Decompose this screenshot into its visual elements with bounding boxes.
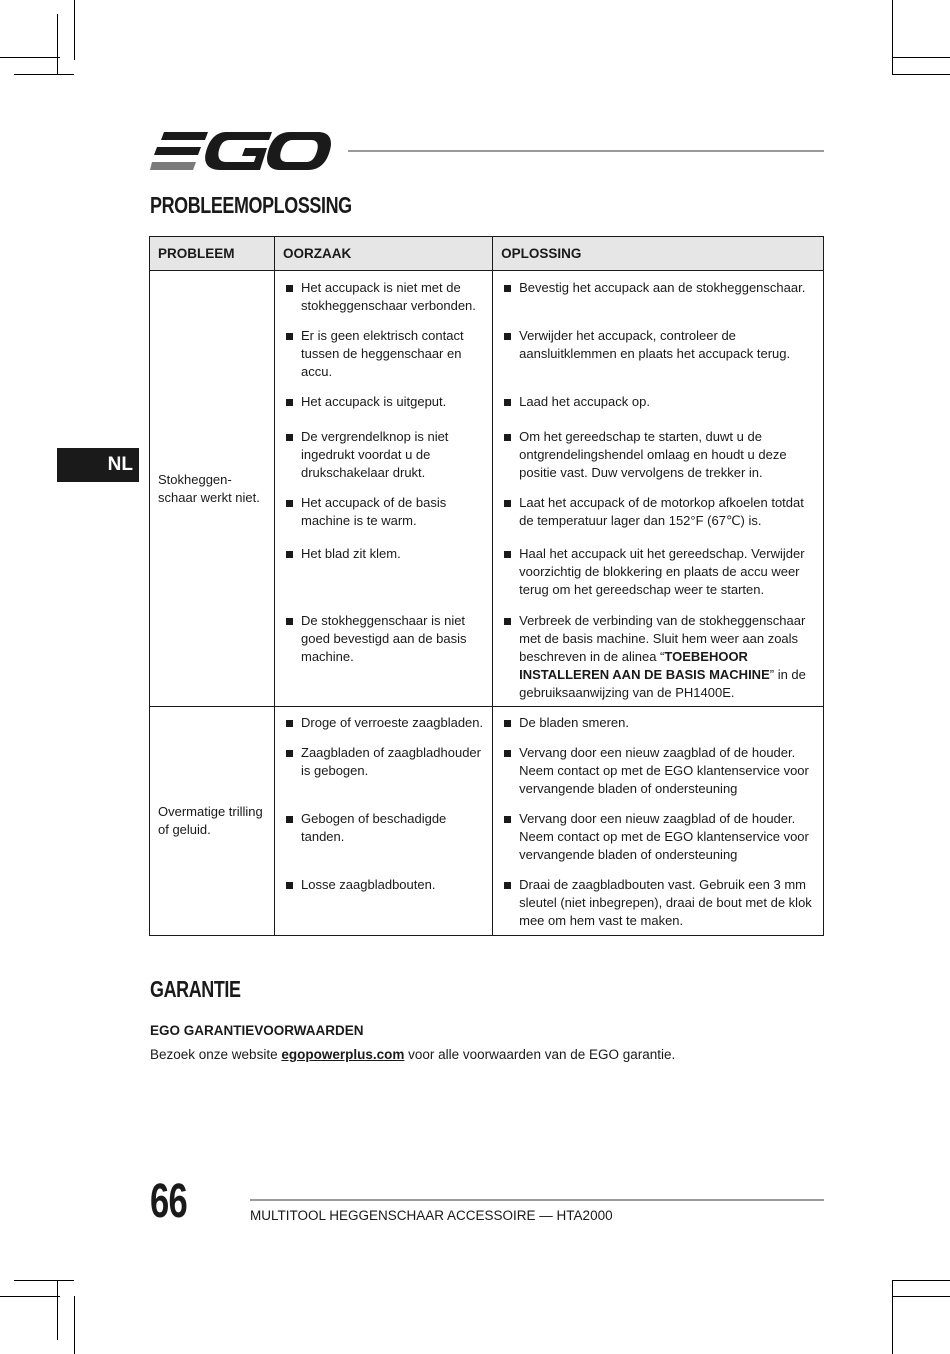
list-item: Droge of verroeste zaagbladen. — [275, 714, 492, 744]
bullet-icon — [286, 500, 293, 507]
cause-cell — [275, 271, 493, 707]
bullet-icon — [286, 434, 293, 441]
warranty-text: Bezoek onze website egopowerplus.com voor alle voorwaarden van de EGO garantie. — [150, 1047, 676, 1062]
troubleshooting-table — [149, 236, 824, 936]
bullet-icon — [286, 816, 293, 823]
list-item: Het blad zit klem. — [275, 545, 492, 612]
crop-mark — [892, 1280, 893, 1354]
crop-mark — [892, 57, 950, 58]
warranty-title: GARANTIE — [150, 976, 241, 1002]
website-link[interactable]: egopowerplus.com — [281, 1047, 405, 1062]
list-item: Laat het accupack of de motorkop afkoelen totdat de temperatuur lager dan 152°F (67℃) is. — [493, 494, 823, 545]
header-problem: PROBLEEM — [150, 237, 275, 271]
list-item: Draai de zaagbladbouten vast. Gebruik een 3 mm sleutel (niet inbegrepen), draai de bout met de klok mee om hem vast te maken. — [493, 876, 823, 934]
crop-mark — [0, 57, 60, 58]
crop-mark — [892, 0, 893, 74]
problem-text: Overmatige trilling of geluid. — [158, 804, 263, 837]
table-row — [150, 271, 824, 707]
bullet-icon — [504, 285, 511, 292]
bullet-icon — [504, 720, 511, 727]
crop-mark — [74, 0, 75, 60]
list-item: Laad het accupack op. — [493, 393, 823, 428]
problem-cell — [150, 707, 275, 936]
bullet-icon — [504, 882, 511, 889]
header-solution: OPLOSSING — [493, 237, 824, 271]
crop-mark — [14, 74, 74, 75]
crop-mark — [892, 1280, 950, 1281]
crop-mark — [74, 1296, 75, 1354]
bullet-icon — [286, 618, 293, 625]
crop-mark — [14, 1280, 74, 1281]
bullet-icon — [504, 816, 511, 823]
list-item: Vervang door een nieuw zaagblad of de houder. Neem contact op met de EGO klantenservice voor vervangende bladen of ondersteuning — [493, 744, 823, 810]
table-row — [150, 707, 824, 936]
list-item: De bladen smeren. — [493, 714, 823, 744]
bullet-icon — [504, 551, 511, 558]
crop-mark — [892, 74, 950, 75]
bullet-icon — [286, 750, 293, 757]
list-item: Er is geen elektrisch contact tussen de heggenschaar en accu. — [275, 327, 492, 393]
bullet-icon — [504, 434, 511, 441]
list-item — [493, 612, 823, 702]
solution-cell — [493, 707, 824, 936]
list-item: Het accupack of de basis machine is te warm. — [275, 494, 492, 545]
bullet-icon — [286, 882, 293, 889]
bullet-icon — [286, 720, 293, 727]
bullet-icon — [286, 285, 293, 292]
list-item: Vervang door een nieuw zaagblad of de houder. Neem contact op met de EGO klantenservice voor vervangende bladen of ondersteuning — [493, 810, 823, 876]
bullet-icon — [504, 500, 511, 507]
page-number: 66 — [150, 1175, 188, 1228]
bullet-icon — [504, 750, 511, 757]
list-item: Verwijder het accupack, controleer de aansluitklemmen en plaats het accupack terug. — [493, 327, 823, 393]
list-item: Om het gereedschap te starten, duwt u de ontgrendelingshendel omlaag en houdt u deze positie vast. Duw vervolgens de trekker in. — [493, 428, 823, 494]
bullet-icon — [504, 618, 511, 625]
crop-mark — [57, 1280, 58, 1340]
bullet-icon — [504, 333, 511, 340]
crop-mark — [57, 14, 58, 74]
problem-text: Stokheggen- schaar werkt niet. — [158, 471, 260, 505]
list-item: Het accupack is niet met de stokheggenschaar verbonden. — [275, 279, 492, 327]
warranty-subtitle: EGO GARANTIEVOORWAARDEN — [150, 1023, 364, 1038]
header-cause: OORZAAK — [275, 237, 493, 271]
list-item: De vergrendelknop is niet ingedrukt voordat u de drukschakelaar drukt. — [275, 428, 492, 494]
bullet-icon — [286, 551, 293, 558]
solution-cell — [493, 271, 824, 707]
language-tab: NL — [57, 448, 139, 482]
crop-mark — [0, 1296, 60, 1297]
crop-mark — [892, 1296, 950, 1297]
footer-product-name: MULTITOOL HEGGENSCHAAR ACCESSOIRE — HTA2000 — [250, 1208, 613, 1223]
header-rule — [348, 150, 824, 152]
list-item: De stokheggenschaar is niet goed bevestigd aan de basis machine. — [275, 612, 492, 702]
bullet-icon — [286, 399, 293, 406]
list-item: Het accupack is uitgeput. — [275, 393, 492, 428]
ego-logo — [150, 130, 332, 172]
list-item: Gebogen of beschadigde tanden. — [275, 810, 492, 876]
list-item: Zaagbladen of zaagbladhouder is gebogen. — [275, 744, 492, 810]
solution-text: Verbreek de verbinding van de stokheggenschaar met de basis machine. Sluit hem weer aan zoals beschreven in de alinea “TOEBEHOOR INSTALLEREN AAN DE BASIS MACHINE” in de gebruiksaanwijzing van de PH1400E. — [519, 613, 806, 700]
problem-cell — [150, 271, 275, 707]
list-item: Bevestig het accupack aan de stokheggenschaar. — [493, 279, 823, 327]
page-title: PROBLEEMOPLOSSING — [150, 192, 352, 218]
bullet-icon — [286, 333, 293, 340]
bullet-icon — [504, 399, 511, 406]
footer-rule — [250, 1199, 824, 1201]
table-header-row — [150, 237, 824, 271]
list-item: Haal het accupack uit het gereedschap. Verwijder voorzichtig de blokkering en plaats de accu weer terug om het gereedschap weer te starten. — [493, 545, 823, 612]
cause-cell — [275, 707, 493, 936]
list-item: Losse zaagbladbouten. — [275, 876, 492, 934]
